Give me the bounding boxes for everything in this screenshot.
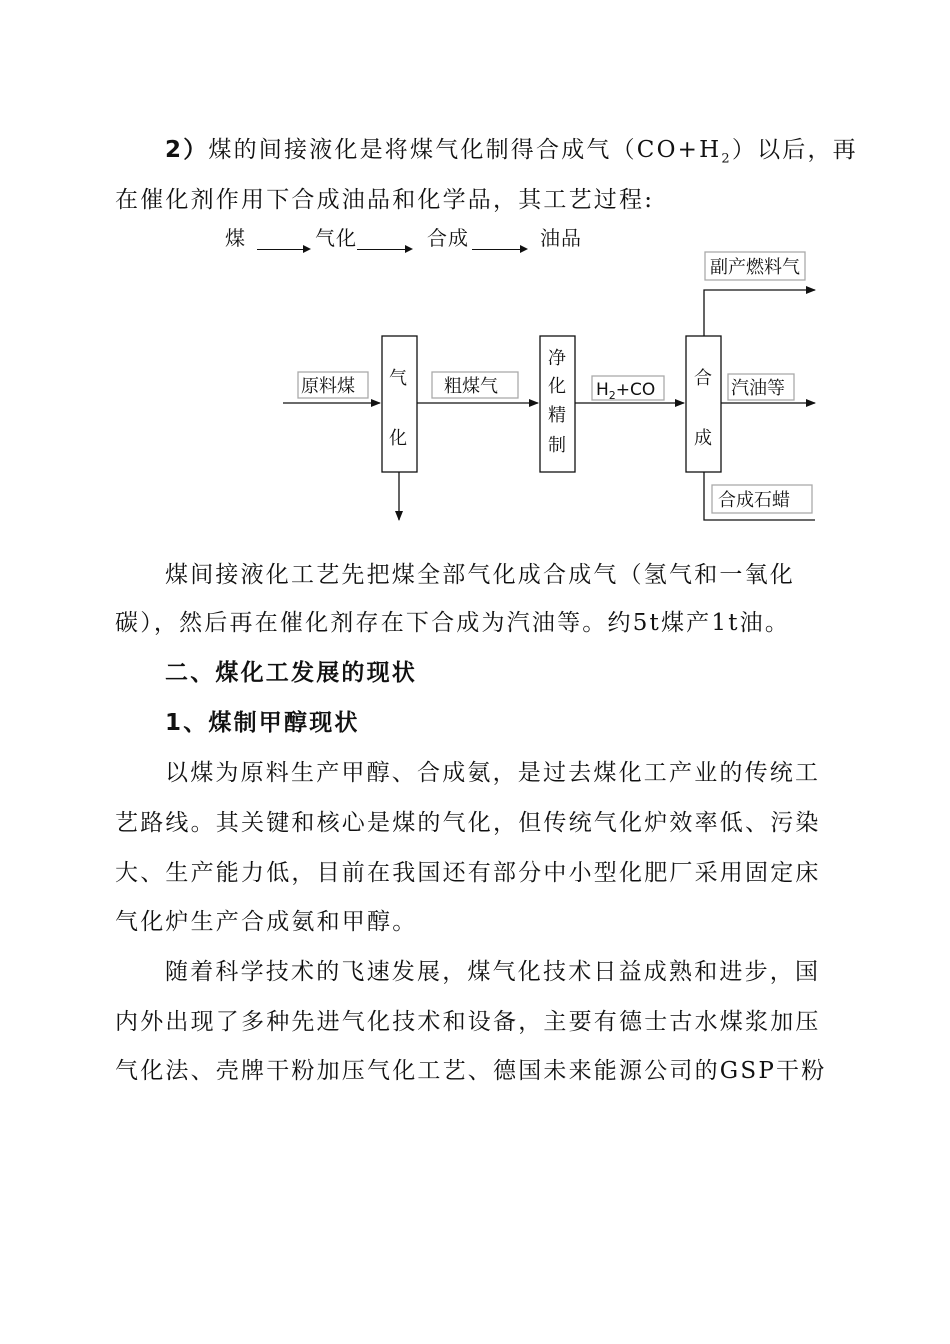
purifier-char: 净 bbox=[548, 348, 566, 369]
para3-line: 艺路线。其关键和核心是煤的气化，但传统气化炉效率低、污染 bbox=[115, 810, 821, 836]
para3-line: 气化炉生产合成氨和甲醇。 bbox=[115, 909, 418, 935]
purifier-char: 化 bbox=[548, 376, 566, 397]
process-diagram bbox=[0, 0, 950, 540]
para2-line1: 煤间接液化工艺先把煤全部气化成合成气（氢气和一氧化 bbox=[165, 562, 795, 588]
synthesis-box bbox=[686, 336, 721, 472]
wax-label: 合成石蜡 bbox=[718, 490, 790, 511]
para4-line: 气化法、壳牌干粉加压气化工艺、德国未来能源公司的GSP干粉 bbox=[115, 1058, 827, 1084]
para3-line: 大、生产能力低，目前在我国还有部分中小型化肥厂采用固定床 bbox=[115, 860, 821, 886]
para2-line2: 碳），然后再在催化剂存在下合成为汽油等。约5t煤产1t油。 bbox=[115, 610, 791, 636]
product-label: 汽油等 bbox=[731, 378, 785, 399]
flow-step: 合成 bbox=[427, 226, 469, 250]
subscript: 2 bbox=[721, 151, 732, 167]
section-heading: 二、煤化工发展的现状 bbox=[165, 660, 417, 686]
purifier-char: 精 bbox=[548, 405, 566, 426]
para1-text-end: ）以后，再 bbox=[731, 137, 858, 163]
gasifier-char: 气 bbox=[389, 368, 407, 389]
synthesis-char: 成 bbox=[694, 428, 712, 449]
byproduct-label: 副产燃料气 bbox=[710, 257, 800, 278]
flow-step: 煤 bbox=[225, 226, 246, 250]
crude-gas-label: 粗煤气 bbox=[444, 376, 498, 397]
gasifier-box bbox=[382, 336, 417, 472]
flow-step: 油品 bbox=[540, 226, 582, 250]
para1-text: 煤的间接液化是将煤气化制得合成气（CO+H bbox=[208, 137, 722, 163]
para4-line: 随着科学技术的飞速发展，煤气化技术日益成熟和进步，国 bbox=[165, 959, 821, 985]
synthesis-char: 合 bbox=[694, 368, 712, 389]
para4-line: 内外出现了多种先进气化技术和设备，主要有德士古水煤浆加压 bbox=[115, 1009, 821, 1035]
input-label: 原料煤 bbox=[301, 376, 355, 397]
item-number: 2） bbox=[165, 137, 209, 163]
purifier-char: 制 bbox=[548, 435, 566, 456]
syngas-label: $H_2+CO$ bbox=[596, 380, 656, 402]
byproduct-arrow bbox=[704, 290, 815, 336]
flow-step: 气化 bbox=[315, 226, 357, 250]
para1-line2: 在催化剂作用下合成油品和化学品，其工艺过程: bbox=[115, 187, 655, 213]
gasifier-char: 化 bbox=[389, 428, 407, 449]
para3-line: 以煤为原料生产甲醇、合成氨，是过去煤化工产业的传统工 bbox=[165, 760, 821, 786]
subsection-heading: 1、煤制甲醇现状 bbox=[165, 710, 360, 736]
